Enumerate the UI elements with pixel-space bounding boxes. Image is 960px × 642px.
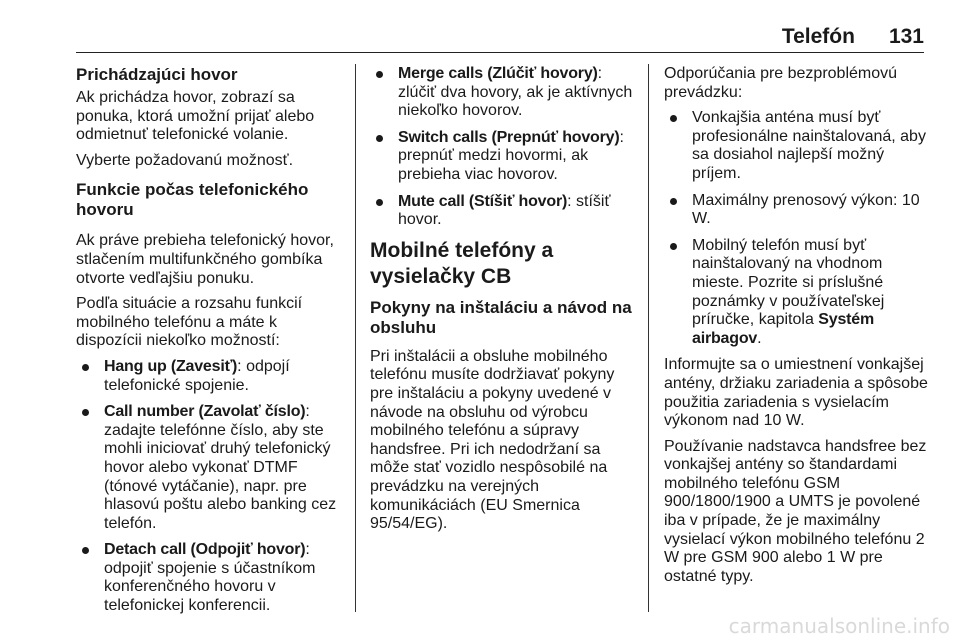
list-item (664, 237, 928, 349)
section-title: Telefón (781, 25, 855, 48)
option-text: : odpojiť spojenie s účastníkom konferenčného hovoru v telefonickej konferencii. (104, 541, 316, 615)
item-text: Vonkajšia anténa musí byť profesionálne nainštalovaná, aby sa dosiahol najlepší možný príjem. (692, 109, 926, 182)
list-item (664, 109, 928, 183)
option-term: Mute call (Stíšiť hovor) (398, 192, 568, 210)
list-item (76, 403, 340, 533)
paragraph-incoming-call: Ak prichádza hovor, zobrazí sa ponuka, ktorá umožní prijať alebo odmietnuť telefonické volanie. (76, 89, 315, 144)
paragraph-depending: Podľa situácie a rozsahu funkcií mobilného telefónu a máte k dispozícii niekoľko možností: (76, 295, 303, 350)
call-options-list-cont (370, 65, 636, 230)
list-item (664, 192, 928, 229)
heading-call-functions: Funkcie počas telefonického hovoru (76, 180, 309, 220)
option-text: : odpojí telefonické spojenie. (104, 357, 290, 394)
column-3 (664, 65, 928, 593)
option-text: : stíšiť hovor. (398, 192, 611, 229)
bullet-icon (670, 115, 677, 122)
paragraph-recommendations: Odporúčania pre bezproblémovú prevádzku: (664, 65, 898, 101)
paragraph-active-call: Ak práve prebieha telefonický hovor, stlačením multifunkčného gombíka otvorte vedľajšiu ponuku. (76, 232, 334, 287)
paragraph-handsfree: Používanie nadstavca handsfree bez vonkajšej antény so štandardami mobilného telefónu GSM 900/1800/1900 a UMTS je povolené iba v prípade, že je maximálny vysielací výkon mobilného telefónu 2 W pre GSM 900 alebo 1 W pre ostatné typy. (664, 437, 927, 585)
option-term: Merge calls (Zlúčiť hovory) (398, 65, 598, 82)
bullet-icon (376, 199, 383, 206)
column-divider-1 (355, 64, 356, 612)
option-text: : zadajte telefónne číslo, aby ste mohli iniciovať druhý telefonický hovor alebo vykonať DTMF (tónové vytáčanie), napr. pre hlasovú poštu alebo banking cez telefón. (104, 403, 337, 532)
option-term: Call number (Zavolať číslo) (104, 403, 306, 421)
bullet-icon (376, 135, 383, 142)
heading-mobile-phones: Mobilné telefóny a vysielačky CB (370, 238, 554, 288)
list-item (370, 129, 636, 185)
bullet-icon (670, 243, 677, 250)
list-item (370, 193, 636, 230)
item-text-end: . (757, 329, 762, 347)
bullet-icon (82, 364, 89, 371)
recommendations-list (664, 109, 928, 348)
list-item (370, 65, 636, 121)
page-header (76, 25, 924, 53)
item-text: Maximálny prenosový výkon: 10 W. (692, 191, 920, 228)
option-term: Hang up (Zavesiť) (104, 357, 238, 375)
heading-incoming-call: Prichádzajúci hovor (76, 65, 238, 84)
header-divider (76, 52, 924, 53)
column-2 (370, 65, 636, 541)
airbag-reference-link[interactable]: Systém airbagov (692, 311, 875, 347)
paragraph-select-option: Vyberte požadovanú možnosť. (76, 151, 294, 169)
list-item (76, 541, 340, 615)
option-term: Detach call (Odpojiť hovor) (104, 541, 306, 559)
list-item (76, 358, 340, 395)
watermark: carmanualsonline.info (728, 614, 950, 638)
bullet-icon (670, 198, 677, 205)
option-text: : zlúčiť dva hovory, ak je aktívnych niekoľko hovorov. (398, 65, 633, 120)
heading-installation: Pokyny na inštaláciu a návod na obsluhu (370, 297, 632, 337)
column-divider-2 (648, 64, 649, 612)
option-text: : prepnúť medzi hovormi, ak prebieha viac hovorov. (398, 128, 624, 183)
option-term: Switch calls (Prepnúť hovory) (398, 128, 620, 146)
bullet-icon (376, 71, 383, 78)
column-1 (76, 65, 340, 624)
paragraph-installation: Pri inštalácii a obsluhe mobilného telefónu musíte dodržiavať pokyny pre inštaláciu a pokyny uvedené v návode na obsluhu od výrobcu mobilného telefónu a súpravy handsfree. Pri ich nedodržaní sa môže stať vozidlo nespôsobilé na prevádzku na verejných komunikáciách (EU Smernica 95/54/EG). (370, 347, 615, 533)
bullet-icon (82, 409, 89, 416)
call-options-list (76, 358, 340, 616)
paragraph-external-antenna: Informujte sa o umiestnení vonkajšej antény, držiaku zariadenia a spôsobe použitia zariadenia s vysielacím výkonom nad 10 W. (664, 356, 928, 430)
bullet-icon (82, 547, 89, 554)
page-number: 131 (888, 25, 924, 48)
item-text: Mobilný telefón musí byť nainštalovaný na vhodnom mieste. Pozrite si príslušné poznámky v používateľskej príručke, kapitola (692, 236, 885, 329)
